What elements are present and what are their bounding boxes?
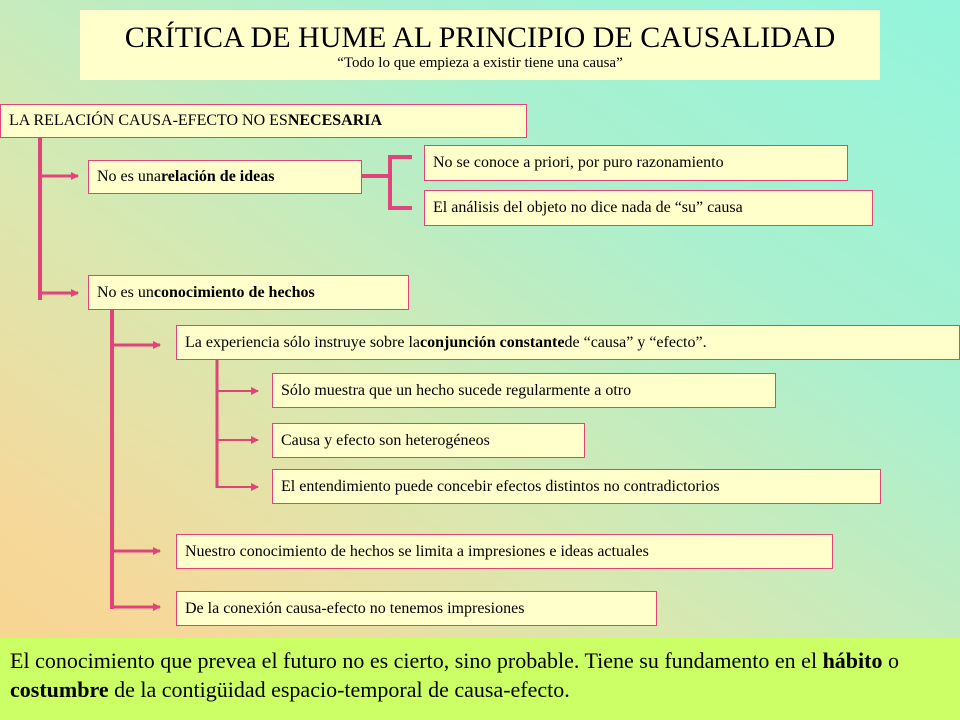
- node-ideas-a: [424, 145, 848, 181]
- node-hechos-bold: conocimiento de hechos: [153, 283, 315, 301]
- node-conexion: [176, 591, 657, 626]
- node-conexion-text: De la conexión causa-efecto no tenemos impresiones: [185, 599, 525, 617]
- conclusion-bold-costumbre: costumbre: [10, 677, 109, 702]
- conclusion-text: El conocimiento que prevea el futuro no es cierto, sino probable. Tiene su fundamento en el: [10, 648, 823, 673]
- node-ideas-text: No es una: [97, 168, 161, 185]
- node-impresiones-text: Nuestro conocimiento de hechos se limita a impresiones e ideas actuales: [185, 542, 649, 560]
- node-exp-c-text: El entendimiento puede concebir efectos distintos no contradictorios: [281, 477, 720, 495]
- node-experiencia-post: de “causa” y “efecto”.: [564, 333, 707, 351]
- node-hechos-text: No es un: [97, 283, 154, 301]
- node-hechos: [88, 275, 409, 310]
- node-exp-a-text: Sólo muestra que un hecho sucede regularmente a otro: [281, 381, 632, 399]
- node-ideas-b: [424, 190, 873, 226]
- node-exp-c: [272, 469, 881, 504]
- node-exp-a: [272, 373, 776, 408]
- node-ideas-bold: relación de ideas: [160, 168, 275, 185]
- node-experiencia: [176, 325, 960, 360]
- node-ideas: [88, 160, 362, 194]
- node-ideas-a-text: No se conoce a priori, por puro razonamiento: [433, 154, 724, 171]
- node-root-text: LA RELACIÓN CAUSA-EFECTO NO ES: [9, 112, 288, 129]
- title-box: [80, 10, 880, 80]
- node-impresiones: [176, 534, 833, 569]
- conclusion-bold-habito: hábito: [822, 648, 883, 673]
- page-title: CRÍTICA DE HUME AL PRINCIPIO DE CAUSALIDAD: [124, 21, 836, 54]
- node-root: [0, 104, 527, 138]
- page-subtitle: “Todo lo que empieza a existir tiene una causa”: [337, 55, 623, 71]
- node-experiencia-text: La experiencia sólo instruye sobre la: [185, 333, 421, 351]
- node-exp-b: [272, 423, 585, 458]
- node-exp-b-text: Causa y efecto son heterogéneos: [281, 431, 490, 449]
- conclusion-mid: o: [882, 648, 899, 673]
- node-experiencia-bold: conjunción constante: [420, 333, 565, 351]
- node-root-bold: NECESARIA: [287, 112, 383, 129]
- node-ideas-b-text: El análisis del objeto no dice nada de “su” causa: [433, 199, 743, 216]
- conclusion-box: [0, 638, 960, 720]
- conclusion-post: de la contigüidad espacio-temporal de causa-efecto.: [108, 677, 570, 702]
